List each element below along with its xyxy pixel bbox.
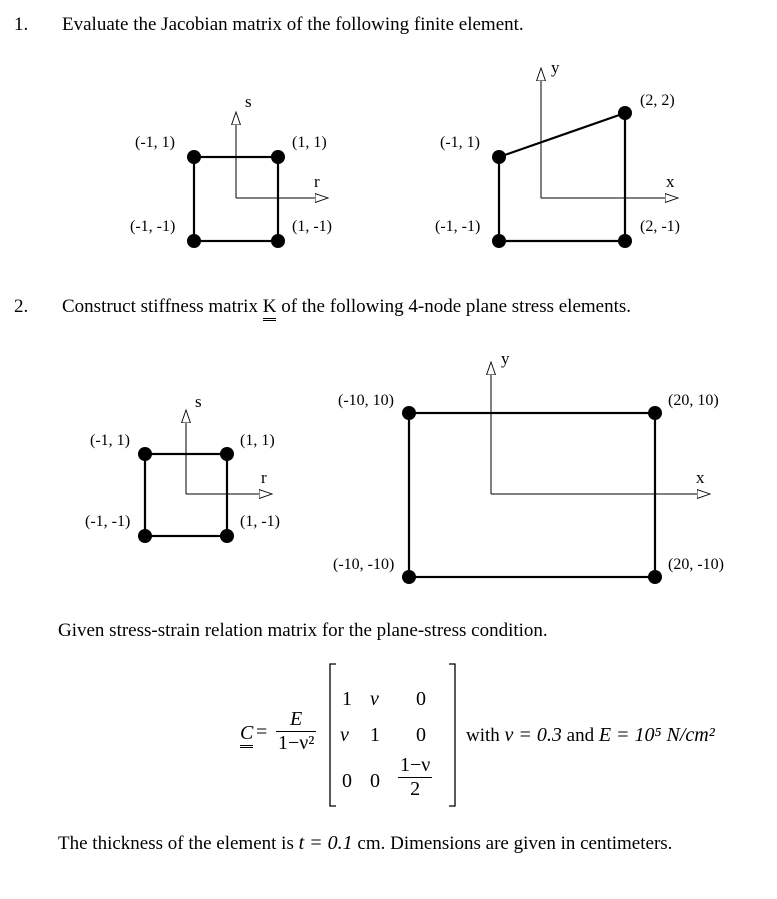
p1a-node-label: (1, -1): [292, 218, 332, 235]
coef-denominator: 1−ν²: [278, 732, 315, 754]
matrix-entry: ν: [370, 688, 379, 710]
p2a-node: [220, 447, 234, 461]
p2b-node: [402, 406, 416, 420]
p1b-element-outline: [499, 113, 625, 241]
p2a-node-label: (1, -1): [240, 513, 280, 530]
p1b-node: [618, 234, 632, 248]
p2a-r-label: r: [261, 468, 267, 487]
p2a-node-label: (-1, -1): [85, 513, 131, 530]
youngs-modulus: E = 10⁵ N/cm²: [598, 724, 715, 746]
thickness-value: t = 0.1: [298, 832, 353, 854]
p2a-node: [138, 529, 152, 543]
c-symbol: [240, 722, 253, 745]
p1b-node: [618, 106, 632, 120]
p1b-node: [492, 150, 506, 164]
p1b-node-label: (-1, -1): [435, 218, 481, 235]
p2b-node-label: (-10, -10): [333, 556, 395, 573]
p2b-x-label: x: [696, 468, 705, 487]
stiffness-matrix-symbol: K: [263, 296, 277, 321]
p2b-element-outline: [409, 413, 655, 577]
p1b-node: [492, 234, 506, 248]
p1a-r-label: r: [314, 172, 320, 191]
problem-1-number: 1.: [14, 14, 29, 35]
matrix-entry: 0: [416, 688, 426, 710]
p1b-x-label: x: [666, 172, 675, 191]
p1a-s-label: s: [245, 92, 252, 111]
p2b-node-label: (20, -10): [668, 556, 724, 573]
material-constants: [466, 724, 715, 747]
p2a-node: [220, 529, 234, 543]
p1a-node-label: (-1, -1): [130, 218, 176, 235]
p1b-y-label: y: [551, 58, 560, 77]
problem-2-text: [62, 296, 631, 318]
and-text: and: [566, 725, 595, 746]
equals-sign: =: [256, 721, 268, 743]
thickness-text-before: The thickness of the element is: [58, 833, 294, 854]
matrix-left-bracket: [330, 664, 336, 806]
p1b-node-label: (-1, 1): [440, 134, 480, 151]
p2b-node-label: (-10, 10): [338, 392, 394, 409]
problem-2-number: 2.: [14, 296, 29, 317]
p2a-node-label: (1, 1): [240, 432, 275, 449]
p2b-node: [648, 406, 662, 420]
matrix-entry-fraction: [398, 754, 432, 801]
matrix-entry: 0: [416, 724, 426, 746]
p2b-node: [648, 570, 662, 584]
entry-denominator: 2: [398, 777, 432, 801]
p2a-node-label: (-1, 1): [90, 432, 130, 449]
p2b-node-label: (20, 10): [668, 392, 719, 409]
matrix-entry: 1: [342, 688, 352, 710]
problem-1-text: Evaluate the Jacobian matrix of the following finite element.: [62, 14, 524, 35]
coef-numerator: E: [290, 708, 303, 730]
thickness-text-after: cm. Dimensions are given in centimeters.: [357, 833, 673, 854]
p2-element-b: [402, 362, 710, 584]
problem-2-text-before: Construct stiffness matrix: [62, 296, 258, 317]
p2b-y-label: y: [501, 349, 510, 368]
p2b-node: [402, 570, 416, 584]
matrix-entry: 0: [342, 770, 352, 792]
p1b-node-label: (2, 2): [640, 92, 675, 109]
given-text: Given stress-strain relation matrix for the plane-stress condition.: [58, 620, 548, 641]
p1a-node: [271, 234, 285, 248]
p1b-node-label: (2, -1): [640, 218, 680, 235]
p2a-node: [138, 447, 152, 461]
p1a-node-label: (-1, 1): [135, 134, 175, 151]
problem-2-text-after: of the following 4-node plane stress elements.: [281, 296, 632, 317]
thickness-sentence: [58, 832, 672, 855]
coefficient-fraction: [276, 708, 316, 755]
with-text: with: [466, 725, 500, 746]
c-matrix-symbol: C: [240, 722, 253, 748]
p2a-s-label: s: [195, 392, 202, 411]
p1a-node: [187, 150, 201, 164]
poisson-ratio: ν = 0.3: [504, 724, 562, 746]
matrix-entry: 1: [370, 724, 380, 746]
p1a-node: [187, 234, 201, 248]
entry-numerator: 1−ν: [400, 754, 431, 776]
p1a-node-label: (1, 1): [292, 134, 327, 151]
p1a-node: [271, 150, 285, 164]
matrix-entry: 0: [370, 770, 380, 792]
matrix-entry: ν: [340, 724, 349, 746]
matrix-right-bracket: [449, 664, 455, 806]
